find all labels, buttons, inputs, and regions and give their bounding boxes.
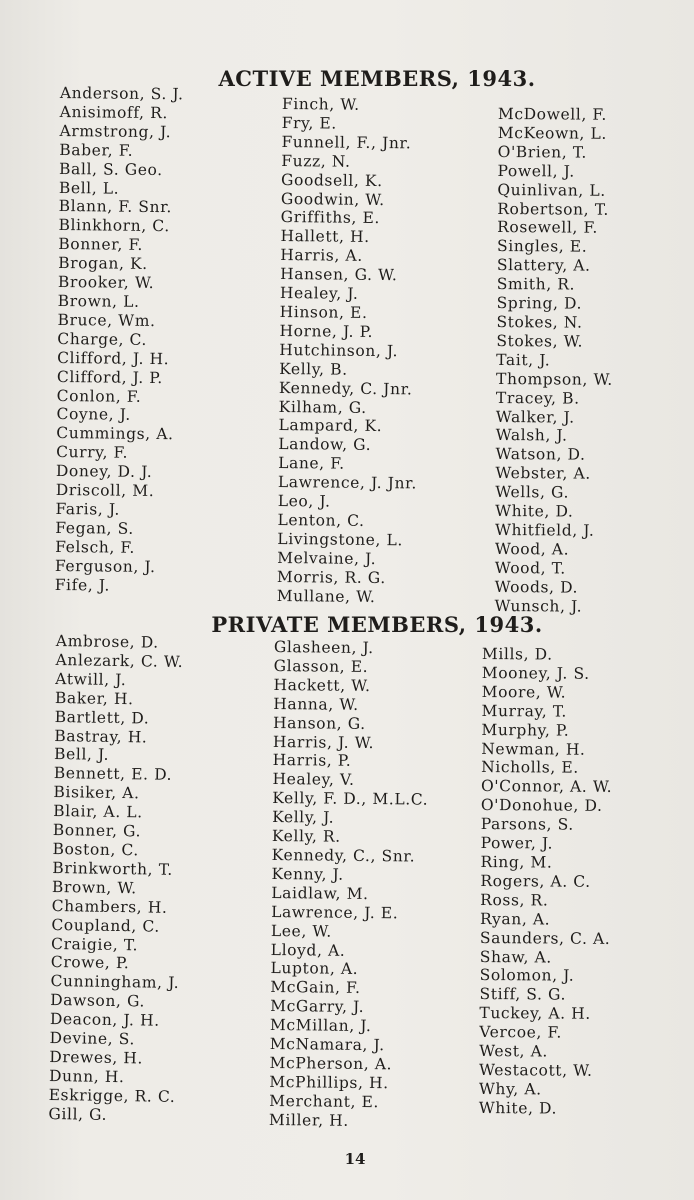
- member-name: Why, A.: [478, 1079, 542, 1099]
- member-name: Baber, F.: [59, 140, 134, 160]
- member-name: Craigie, T.: [50, 934, 139, 954]
- member-name: Hansen, G. W.: [280, 265, 398, 285]
- member-name: Blair, A. L.: [53, 802, 143, 822]
- member-name: Doney, D. J.: [55, 462, 153, 482]
- member-name: Rogers, A. C.: [480, 871, 591, 891]
- member-name: Anderson, S. J.: [59, 84, 184, 104]
- member-name: McPherson, A.: [269, 1053, 393, 1074]
- member-name: Parsons, S.: [480, 815, 574, 834]
- member-name: Livingstone, L.: [277, 529, 404, 550]
- member-name: McKeown, L.: [497, 123, 608, 143]
- member-name: Clifford, J. P.: [56, 367, 163, 387]
- member-name: Webster, A.: [495, 464, 591, 483]
- member-name: Kennedy, C. Jnr.: [278, 378, 413, 398]
- member-name: McMillan, J.: [269, 1016, 372, 1036]
- member-name: Bastray, H.: [54, 726, 148, 746]
- member-name: Eskrigge, R. C.: [48, 1085, 176, 1106]
- member-name: Healey, V.: [272, 770, 355, 790]
- member-name: Vercoe, F.: [479, 1023, 563, 1042]
- member-name: Shaw, A.: [479, 947, 552, 966]
- member-name: Thompson, W.: [496, 369, 613, 389]
- member-name: Quinlivan, L.: [497, 180, 606, 200]
- private-members-column-2: [269, 638, 430, 1131]
- member-name: Hutchinson, J.: [279, 340, 399, 361]
- member-name: Newman, H.: [481, 739, 586, 759]
- member-name: Mooney, J. S.: [481, 663, 590, 683]
- member-name: Stokes, N.: [496, 312, 583, 332]
- member-name: Bennett, E. D.: [53, 764, 173, 785]
- member-name: Armstrong, J.: [59, 121, 172, 141]
- member-name: Landow, G.: [278, 435, 372, 455]
- member-name: Atwill, J.: [55, 669, 127, 689]
- member-name: Kilham, G.: [278, 397, 367, 417]
- member-name: Curry, F.: [56, 443, 129, 462]
- member-name: Murray, T.: [481, 701, 568, 721]
- member-name: Bartlett, D.: [54, 707, 150, 728]
- member-name: Anisimoff, R.: [59, 102, 169, 123]
- member-name: Cunningham, J.: [50, 972, 180, 993]
- member-name: Stiff, S. G.: [479, 985, 567, 1004]
- member-name: Bruce, Wm.: [57, 310, 156, 330]
- member-name: White, D.: [478, 1098, 558, 1118]
- member-name: Crowe, P.: [50, 953, 130, 973]
- member-name: Glasheen, J.: [273, 638, 374, 658]
- member-name: Harris, J. W.: [272, 732, 375, 752]
- private-members-heading: PRIVATE MEMBERS, 1943.: [211, 612, 543, 637]
- member-name: Merchant, E.: [269, 1091, 380, 1111]
- member-name: Kenny, J.: [271, 864, 344, 884]
- member-name: Fegan, S.: [55, 518, 134, 538]
- member-name: Bonner, F.: [58, 235, 144, 255]
- member-name: Stokes, W.: [496, 331, 584, 351]
- member-name: Anlezark, C. W.: [55, 650, 184, 671]
- member-name: Glasson, E.: [273, 656, 369, 676]
- member-name: Robertson, T.: [497, 199, 609, 219]
- member-name: O'Donohue, D.: [480, 796, 603, 816]
- member-name: Rosewell, F.: [497, 218, 599, 238]
- member-name: Brogan, K.: [58, 254, 148, 274]
- member-name: Hallett, H.: [280, 227, 370, 247]
- member-name: Lenton, C.: [277, 510, 365, 530]
- member-name: Fuzz, N.: [281, 151, 351, 171]
- member-name: Hanna, W.: [273, 694, 359, 714]
- private-members-column-3: [479, 645, 614, 1119]
- member-name: Wood, A.: [494, 539, 570, 559]
- member-name: Nicholls, E.: [481, 758, 579, 778]
- member-name: Goodwin, W.: [280, 189, 385, 209]
- member-name: Fife, J.: [54, 575, 111, 595]
- member-name: Conlon, F.: [56, 386, 142, 406]
- member-name: Lloyd, A.: [270, 940, 346, 960]
- page-number: 14: [344, 1150, 366, 1168]
- member-name: Coupland, C.: [51, 915, 161, 936]
- member-name: Kelly, F. D., M.L.C.: [272, 789, 429, 809]
- member-name: Wells, G.: [495, 483, 570, 502]
- member-name: Horne, J. P.: [279, 321, 374, 341]
- member-name: Deacon, J. H.: [49, 1010, 160, 1030]
- member-name: Gill, G.: [48, 1104, 108, 1124]
- member-name: Kelly, J.: [272, 808, 335, 827]
- active-members-heading: ACTIVE MEMBERS, 1943.: [218, 66, 536, 91]
- member-name: Laidlaw, M.: [271, 883, 369, 903]
- member-name: Moore, W.: [481, 682, 567, 702]
- member-name: White, D.: [495, 502, 574, 521]
- member-name: Ball, S. Geo.: [59, 159, 163, 179]
- member-name: McGarry, J.: [270, 997, 365, 1017]
- member-name: Blann, F. Snr.: [58, 197, 173, 217]
- member-name: Harris, A.: [280, 246, 363, 266]
- member-name: Hanson, G.: [273, 713, 366, 733]
- member-name: Felsch, F.: [55, 537, 136, 557]
- member-name: Tait, J.: [496, 350, 551, 370]
- member-name: Smith, R.: [496, 275, 576, 294]
- member-name: Lawrence, J. E.: [271, 902, 399, 923]
- member-name: Kelly, B.: [279, 359, 348, 379]
- member-name: West, A.: [479, 1042, 549, 1061]
- member-name: Leo, J.: [277, 492, 331, 511]
- member-name: Powell, J.: [497, 161, 575, 181]
- member-name: Goodsell, K.: [281, 170, 383, 190]
- member-name: Spring, D.: [496, 294, 583, 313]
- member-name: McGain, F.: [270, 978, 361, 998]
- active-members-column-1: [55, 84, 184, 596]
- member-name: Fry, E.: [281, 113, 337, 133]
- member-name: Wunsch, J.: [494, 596, 583, 616]
- active-members-column-2: [277, 95, 421, 607]
- member-name: Bonner, G.: [52, 821, 142, 841]
- member-name: Kelly, R.: [271, 827, 341, 846]
- member-name: McDowell, F.: [497, 105, 607, 124]
- member-name: Wood, T.: [494, 558, 566, 578]
- member-name: Mills, D.: [481, 645, 553, 664]
- member-name: Chambers, H.: [51, 896, 168, 917]
- active-members-column-3: [494, 105, 614, 616]
- member-name: Coyne, J.: [56, 405, 131, 425]
- member-name: Charge, C.: [57, 329, 148, 349]
- member-name: Whitfield, J.: [494, 520, 595, 540]
- member-name: Driscoll, M.: [55, 481, 155, 501]
- member-name: Brown, W.: [51, 877, 137, 898]
- member-name: Brown, L.: [57, 291, 140, 311]
- member-name: Lee, W.: [270, 921, 332, 941]
- member-name: Faris, J.: [55, 499, 121, 519]
- member-name: Griffiths, E.: [280, 208, 381, 228]
- member-name: Lampard, K.: [278, 416, 383, 436]
- member-name: Solomon, J.: [479, 966, 575, 986]
- member-name: Kennedy, C., Snr.: [271, 845, 416, 866]
- member-name: Ambrose, D.: [55, 632, 159, 652]
- member-name: Bisiker, A.: [53, 783, 140, 803]
- member-name: Lane, F.: [278, 454, 345, 473]
- member-name: Morris, R. G.: [276, 567, 386, 587]
- member-name: Dawson, G.: [50, 991, 146, 1011]
- member-name: Hinson, E.: [279, 302, 368, 322]
- member-name: O'Connor, A. W.: [480, 777, 613, 797]
- member-name: Brinkworth, T.: [52, 858, 174, 879]
- member-name: McPhillips, H.: [269, 1072, 389, 1093]
- member-name: Baker, H.: [54, 688, 134, 708]
- member-name: Blinkhorn, C.: [58, 216, 170, 236]
- member-name: Ring, M.: [480, 852, 553, 872]
- member-name: Murphy, P.: [481, 720, 570, 740]
- member-name: Clifford, J. H.: [57, 348, 170, 368]
- member-name: Harris, P.: [272, 751, 352, 771]
- member-name: Drewes, H.: [49, 1047, 144, 1068]
- member-name: Lawrence, J. Jnr.: [277, 473, 418, 493]
- member-name: Walker, J.: [495, 407, 575, 427]
- member-name: Ferguson, J.: [54, 556, 156, 576]
- member-name: O'Brien, T.: [497, 142, 588, 162]
- member-name: Watson, D.: [495, 445, 586, 464]
- member-name: Miller, H.: [268, 1110, 349, 1130]
- member-name: Finch, W.: [281, 95, 360, 114]
- member-name: Boston, C.: [52, 839, 140, 860]
- member-name: Singles, E.: [496, 237, 588, 256]
- member-name: McNamara, J.: [269, 1035, 385, 1055]
- member-name: Ryan, A.: [480, 909, 551, 929]
- member-name: Power, J.: [480, 834, 554, 853]
- member-name: Woods, D.: [494, 577, 579, 597]
- member-name: Ross, R.: [480, 890, 549, 910]
- member-name: Walsh, J.: [495, 426, 568, 445]
- member-name: Tracey, B.: [495, 388, 580, 408]
- member-name: Tuckey, A. H.: [479, 1004, 591, 1023]
- member-name: Dunn, H.: [48, 1066, 125, 1086]
- member-name: Westacott, W.: [478, 1060, 593, 1080]
- member-name: Devine, S.: [49, 1028, 136, 1049]
- private-members-column-1: [48, 632, 185, 1126]
- member-name: Healey, J.: [279, 284, 359, 303]
- member-name: Hackett, W.: [273, 675, 371, 695]
- member-name: Bell, L.: [58, 178, 120, 198]
- member-name: Lupton, A.: [270, 959, 359, 979]
- member-name: Slattery, A.: [496, 256, 591, 275]
- member-name: Bell, J.: [53, 745, 110, 765]
- member-name: Brooker, W.: [57, 273, 155, 293]
- member-name: Saunders, C. A.: [479, 928, 611, 948]
- member-name: Melvaine, J.: [277, 548, 377, 568]
- member-name: Cummings, A.: [56, 424, 174, 444]
- member-name: Mullane, W.: [276, 586, 376, 606]
- member-name: Funnell, F., Jnr.: [281, 132, 412, 153]
